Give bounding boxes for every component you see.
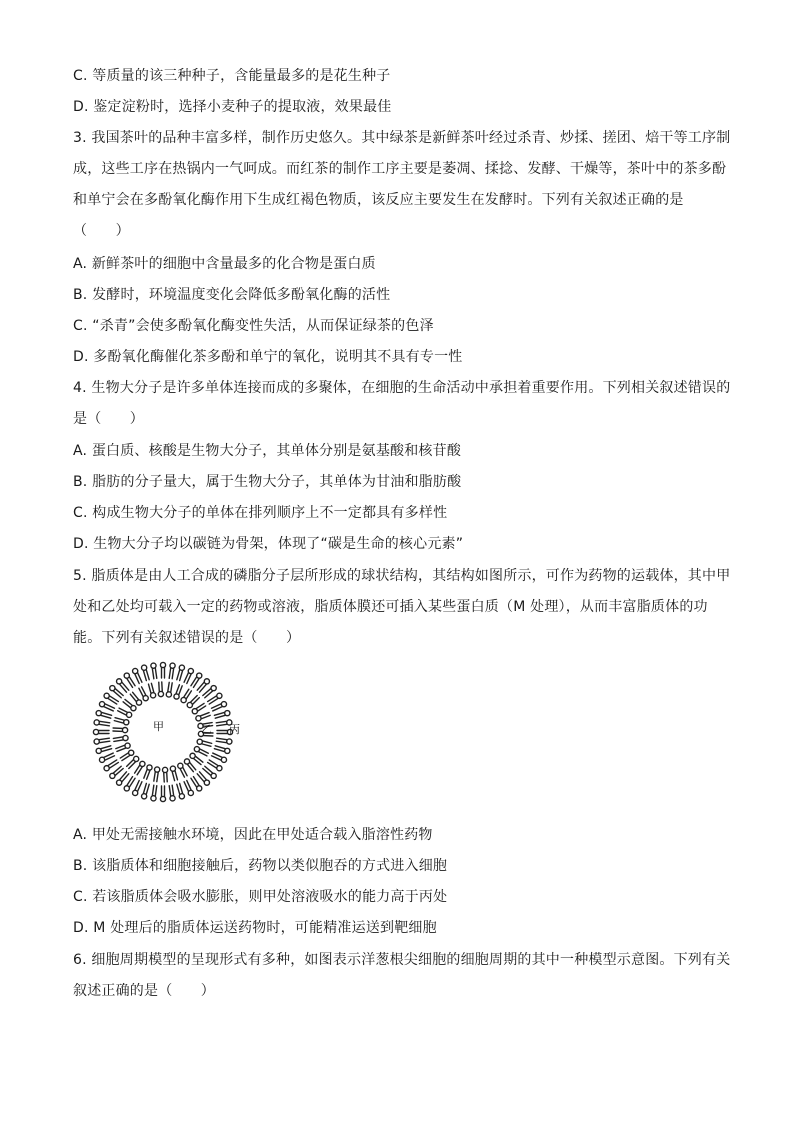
- phospholipid-tail: [159, 682, 160, 691]
- phospholipid-tail: [215, 715, 225, 718]
- phospholipid-head: [217, 766, 222, 771]
- phospholipid-head: [104, 693, 109, 698]
- phospholipid-tail: [143, 783, 146, 793]
- label-jia: 甲: [153, 720, 164, 733]
- phospholipid-tail: [215, 746, 225, 749]
- label-yi: 乙: [201, 723, 212, 736]
- phospholipid-tail: [101, 746, 111, 749]
- phospholipid-tail: [146, 784, 149, 794]
- option-5b: B. 该脂质体和细胞接触后，药物以类似胞吞的方式进入细胞: [73, 858, 448, 874]
- phospholipid-tail: [102, 712, 112, 715]
- question-5-stem-line-2: 处和乙处均可载入一定的药物或溶液，脂质体膜还可插入某些蛋白质（M 处理），从而丰富脂质体的功: [73, 599, 708, 615]
- phospholipid-head: [124, 673, 129, 678]
- option-3a: A. 新鲜茶叶的细胞中含量最多的化合物是蛋白质: [73, 256, 376, 272]
- phospholipid-head: [129, 750, 134, 755]
- phospholipid-tail: [99, 721, 109, 722]
- question-3-stem-line-3: 和单宁会在多酚氧化酶作用下生成红褐色物质，该反应主要发生在发酵时。下列有关叙述正确的是: [73, 192, 684, 208]
- question-3-answer-blank: （ ）: [73, 223, 130, 239]
- phospholipid-tail: [114, 721, 123, 723]
- phospholipid-tail: [201, 715, 210, 718]
- question-3-stem-line-1: 3. 我国茶叶的品种丰富多样，制作历史悠久。其中绿茶是新鲜茶叶经过杀青、炒揉、搓团、焙干等工序制: [73, 130, 731, 146]
- phospholipid-tail: [180, 671, 183, 681]
- phospholipid-tail: [179, 686, 182, 695]
- question-4-stem-line-2: 是（ ）: [73, 411, 144, 427]
- phospholipid-tail: [172, 772, 174, 781]
- phospholipid-tail: [177, 670, 180, 680]
- phospholipid-tail: [154, 772, 155, 781]
- option-2d: D. 鉴定淀粉时，选择小麦种子的提取液，效果最佳: [73, 99, 392, 115]
- phospholipid-head: [93, 729, 98, 734]
- phospholipid-tail: [216, 741, 226, 742]
- phospholipid-head: [162, 767, 167, 772]
- phospholipid-head: [192, 709, 197, 714]
- phospholipid-tail: [151, 683, 153, 692]
- phospholipid-tail: [99, 741, 109, 742]
- phospholipid-tail: [152, 785, 153, 795]
- phospholipid-head: [187, 702, 192, 707]
- phospholipid-head: [124, 786, 129, 791]
- phospholipid-tail: [217, 738, 227, 739]
- option-3c: C. “杀青”会使多酚氧化酶变性失活，从而保证绿茶的色泽: [73, 318, 434, 334]
- phospholipid-head: [204, 780, 209, 785]
- phospholipid-tail: [169, 668, 170, 678]
- phospholipid-tail: [214, 749, 224, 752]
- phospholipid-head: [110, 686, 115, 691]
- phospholipid-head: [136, 700, 141, 705]
- phospholipid-head: [184, 759, 189, 764]
- phospholipid-tail: [152, 668, 153, 678]
- phospholipid-tail: [102, 749, 112, 752]
- phospholipid-tail: [155, 786, 156, 796]
- phospholipid-tail: [149, 684, 151, 693]
- phospholipid-tail: [116, 745, 125, 748]
- question-3-stem-line-2: 成，这些工序在热锅内一气呵成。而红茶的制作工序主要是萎凋、揉捻、发酵、干燥等，茶叶中的茶多酚: [73, 161, 727, 177]
- option-4d: D. 生物大分子均以碳链为骨架，体现了“碳是生命的核心元素”: [73, 536, 464, 552]
- option-3d: D. 多酚氧化酶催化茶多酚和单宁的氧化，说明其不具有专一性: [73, 349, 463, 365]
- phospholipid-tail: [171, 683, 172, 692]
- option-4a: A. 蛋白质、核酸是生物大分子，其单体分别是氨基酸和核苷酸: [73, 443, 462, 459]
- phospholipid-head: [160, 662, 165, 667]
- phospholipid-tail: [101, 715, 111, 718]
- phospholipid-tail: [155, 668, 156, 678]
- question-5-stem-line-3: 能。下列有关叙述错误的是（ ）: [73, 630, 301, 646]
- phospholipid-tail: [99, 738, 109, 739]
- phospholipid-head: [211, 686, 216, 691]
- phospholipid-head: [204, 679, 209, 684]
- phospholipid-head: [117, 780, 122, 785]
- phospholipid-tail: [217, 724, 227, 725]
- phospholipid-tail: [172, 668, 173, 678]
- phospholipid-tail: [176, 685, 179, 694]
- phospholipid-tail: [114, 740, 123, 741]
- phospholipid-head: [211, 773, 216, 778]
- phospholipid-tail: [216, 721, 226, 722]
- phospholipid-tail: [117, 748, 126, 751]
- option-4b: B. 脂肪的分子量大，属于生物大分子，其单体为甘油和脂肪酸: [73, 474, 462, 490]
- phospholipid-tail: [203, 741, 212, 743]
- phospholipid-tail: [169, 786, 170, 796]
- phospholipid-tail: [202, 744, 211, 746]
- phospholipid-tail: [177, 784, 180, 794]
- phospholipid-head: [117, 679, 122, 684]
- phospholipid-tail: [144, 769, 147, 778]
- phospholipid-head: [131, 706, 136, 711]
- phospholipid-head: [197, 673, 202, 678]
- phospholipid-head: [122, 728, 127, 733]
- option-2c: C. 等质量的该三种种子，含能量最多的是花生种子: [73, 68, 391, 84]
- question-5-stem-line-1: 5. 脂质体是由人工合成的磷脂分子层所形成的球状结构，其结构如图所示，可作为药物的运载体，其中甲: [73, 568, 731, 584]
- phospholipid-tail: [113, 737, 122, 739]
- phospholipid-head: [190, 753, 195, 758]
- option-3b: B. 发酵时，环境温度变化会降低多酚氧化酶的活性: [73, 287, 391, 303]
- phospholipid-tail: [168, 682, 169, 691]
- phospholipid-head: [110, 773, 115, 778]
- option-5d: D. M 处理后的脂质体运送药物时，可能精准运送到靶细胞: [73, 920, 437, 936]
- phospholipid-tail: [214, 712, 224, 715]
- option-5c: C. 若该脂质体会吸水膨胀，则甲处溶液吸水的能力高于丙处: [73, 889, 448, 905]
- phospholipid-head: [134, 756, 139, 761]
- question-6-stem-line-1: 6. 细胞周期模型的呈现形式有多种，如图表示洋葱根尖细胞的细胞周期的其中一种模型示意图。下列有关: [73, 952, 731, 968]
- phospholipid-tail: [162, 682, 163, 691]
- phospholipid-tail: [164, 773, 165, 782]
- phospholipid-head: [194, 747, 199, 752]
- phospholipid-tail: [167, 772, 168, 781]
- phospholipid-tail: [157, 772, 158, 781]
- phospholipid-tail: [172, 785, 173, 795]
- phospholipid-tail: [200, 713, 209, 716]
- phospholipid-tail: [146, 670, 149, 680]
- phospholipid-head: [127, 712, 132, 717]
- phospholipid-tail: [175, 771, 177, 780]
- label-bing: 丙: [229, 723, 240, 736]
- phospholipid-tail: [143, 671, 146, 681]
- liposome-figure: [70, 660, 256, 810]
- option-4c: C. 构成生物大分子的单体在排列顺序上不一定都具有多样性: [73, 505, 448, 521]
- phospholipid-head: [140, 761, 145, 766]
- phospholipid-head: [178, 763, 183, 768]
- phospholipid-tail: [99, 724, 109, 725]
- phospholipid-head: [217, 693, 222, 698]
- phospholipid-tail: [115, 718, 124, 720]
- phospholipid-head: [104, 766, 109, 771]
- question-4-stem-line-1: 4. 生物大分子是许多单体连接而成的多聚体，在细胞的生命活动中承担着重要作用。下列相关叙述错误的: [73, 380, 731, 396]
- phospholipid-head: [197, 786, 202, 791]
- question-6-stem-line-2: 叙述正确的是（ ）: [73, 983, 215, 999]
- phospholipid-tail: [180, 783, 183, 793]
- phospholipid-head: [143, 696, 148, 701]
- phospholipid-head: [181, 697, 186, 702]
- phospholipid-head: [160, 796, 165, 801]
- phospholipid-head: [158, 691, 163, 696]
- phospholipid-tail: [147, 770, 150, 779]
- option-5a: A. 甲处无需接触水环境，因此在甲处适合载入脂溶性药物: [73, 827, 433, 843]
